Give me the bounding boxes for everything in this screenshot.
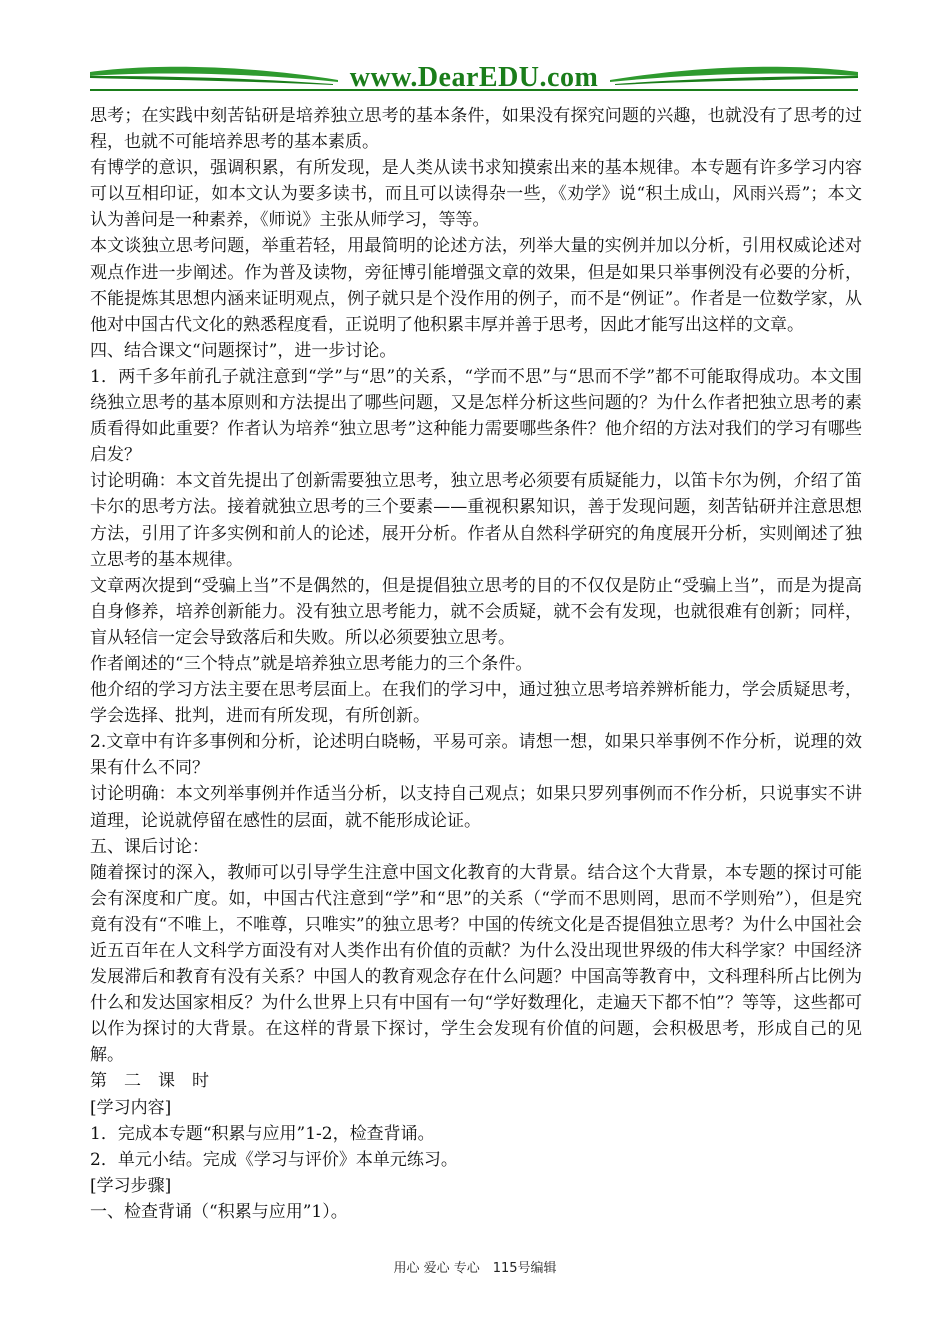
site-header-banner <box>88 58 860 98</box>
paragraph: 作者阐述的“三个特点”就是培养独立思考能力的三个条件。 <box>90 653 533 674</box>
site-logo: www.DearEDU.com <box>349 62 599 93</box>
section-heading: 一、检查背诵（“积累与应用”1）。 <box>90 1201 348 1222</box>
document-body <box>90 103 862 1225</box>
paragraph: 讨论明确：本文首先提出了创新需要独立思考，独立思考必须要有质疑能力，以笛卡尔为例，介绍了笛卡尔的思考方法。接着就独立思考的三个要素——重视积累知识，善于发现问题，刻苦钻研并注意思想方法，引用了许多实例和前人的论述，展开分析。作者从自然科学研究的角度展开分析，实则阐述了独立思考的基本规律。 <box>90 471 862 570</box>
paragraph: 讨论明确：本文列举事例并作适当分析，以支持自己观点；如果只罗列事例而不作分析，只说事实不讲道理，论说就停留在感性的层面，就不能形成论证。 <box>90 784 862 831</box>
list-item: 2．单元小结。完成《学习与评价》本单元练习。 <box>90 1149 458 1170</box>
paragraph: 本文谈独立思考问题，举重若轻，用最简明的论述方法，列举大量的实例并加以分析，引用权威论述对观点作进一步阐述。作为普及读物，旁征博引能增强文章的效果，但是如果只举事例没有必要的分析，不能提炼其思想内涵来证明观点，例子就只是个没作用的例子，而不是“例证”。作者是一位数学家，从他对中国古代文化的熟悉程度看，正说明了他积累丰厚并善于思考，因此才能写出这样的文章。 <box>90 236 862 335</box>
section-heading: 五、课后讨论： <box>90 836 209 857</box>
list-item: 1．完成本专题“积累与应用”1-2，检查背诵。 <box>90 1123 435 1144</box>
lesson-heading: 第 二 课 时 <box>90 1071 209 1092</box>
paragraph: 思考；在实践中刻苦钻研是培养独立思考的基本条件，如果没有探究问题的兴趣，也就没有了思考的过程，也就不可能培养思考的基本素质。 <box>90 106 862 153</box>
paragraph: 他介绍的学习方法主要在思考层面上。在我们的学习中，通过独立思考培养辨析能力，学会质疑思考，学会选择、批判，进而有所发现，有所创新。 <box>90 680 862 727</box>
subsection-label: [学习步骤] <box>90 1175 172 1196</box>
paragraph: 有博学的意识，强调积累，有所发现，是人类从读书求知摸索出来的基本规律。本专题有许多学习内容可以互相印证，如本文认为要多读书，而且可以读得杂一些，《劝学》说“积土成山，风雨兴焉”；本文认为善问是一种素养，《师说》主张从师学习，等等。 <box>90 158 862 231</box>
page-footer: 用心 爱心 专心 115号编辑 <box>393 1261 557 1276</box>
paragraph: 1．两千多年前孔子就注意到“学”与“思”的关系，“学而不思”与“思而不学”都不可能取得成功。本文围绕独立思考的基本原则和方法提出了哪些问题，又是怎样分析这些问题的？为什么作者把独立思考的素质看得如此重要？作者认为培养“独立思考”这种能力需要哪些条件？他介绍的方法对我们的学习有哪些启发？ <box>90 366 862 466</box>
section-heading: 四、结合课文“问题探讨”，进一步讨论。 <box>90 340 397 361</box>
subsection-label: [学习内容] <box>90 1097 172 1118</box>
paragraph: 2.文章中有许多事例和分析，论述明白晓畅，平易可亲。请想一想，如果只举事例不作分析，说理的效果有什么不同？ <box>90 732 862 779</box>
paragraph: 随着探讨的深入，教师可以引导学生注意中国文化教育的大背景。结合这个大背景，本专题的探讨可能会有深度和广度。如，中国古代注意到“学”和“思”的关系（“学而不思则罔，思而不学则殆”），但是究竟有没有“不唯上，不唯尊，只唯实”的独立思考？中国的传统文化是否提倡独立思考？为什么中国社会近五百年在人文科学方面没有对人类作出有价值的贡献？为什么没出现世界级的伟大科学家？中国经济发展滞后和教育有没有关系？中国人的教育观念存在什么问题？中国高等教育中，文科理科所占比例为什么和发达国家相反？为什么世界上只有中国有一句“学好数理化，走遍天下都不怕”？等等，这些都可以作为探讨的大背景。在这样的背景下探讨，学生会发现有价值的问题，会积极思考，形成自己的见解。 <box>90 862 862 1066</box>
paragraph: 文章两次提到“受骗上当”不是偶然的，但是提倡独立思考的目的不仅仅是防止“受骗上当”，而是为提高自身修养，培养创新能力。没有独立思考能力，就不会质疑，就不会有发现，也就很难有创新；同样，盲从轻信一定会导致落后和失败。所以必须要独立思考。 <box>90 575 862 648</box>
